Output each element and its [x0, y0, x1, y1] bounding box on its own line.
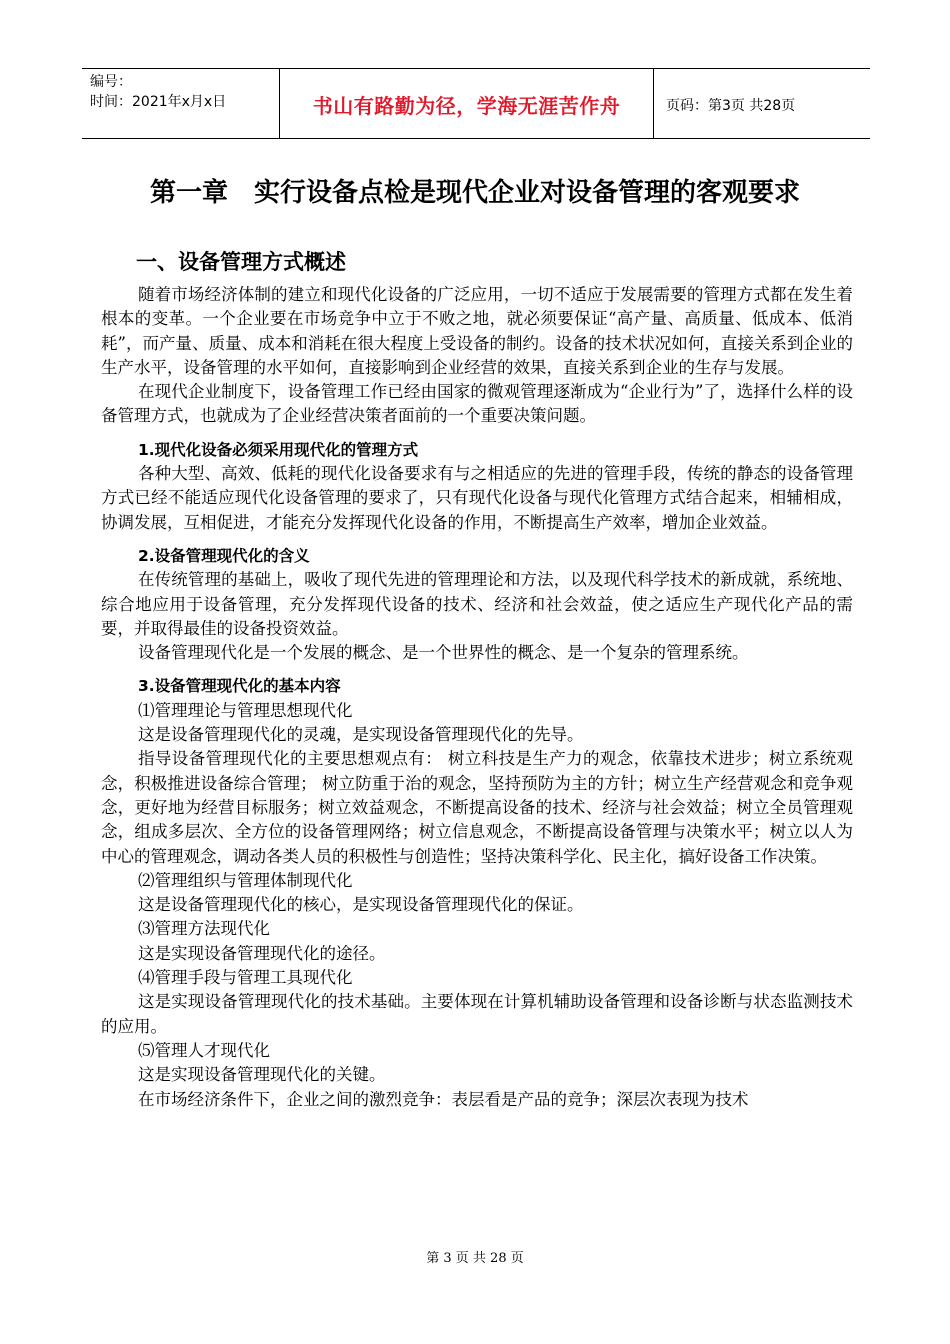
time-label: 时间：2021年x月x日 — [90, 94, 227, 110]
list-item-heading: ⑶管理方法现代化 — [138, 919, 270, 939]
motto-text: 书山有路勤为径，学海无涯苦作舟 — [312, 94, 621, 118]
paragraph: 在现代企业制度下，设备管理工作已经由国家的微观管理逐渐成为“企业行为”了，选择什么样的设备管理方式，也就成为了企业经营决策者面前的一个重要决策问题。 — [101, 382, 853, 426]
list-item-desc: 这是实现设备管理现代化的技术基础。主要体现在计算机辅助设备管理和设备诊断与状态监测技术的应用。 — [101, 992, 853, 1036]
list-item-heading: ⑸管理人才现代化 — [138, 1040, 270, 1060]
list-item-heading: ⑴管理理论与管理思想现代化 — [138, 700, 353, 720]
page-footer: 第 3 页 共 28 页 — [426, 1251, 524, 1266]
subsection-title: 2.设备管理现代化的含义 — [138, 546, 310, 565]
header-motto — [280, 69, 654, 138]
paragraph: 各种大型、高效、低耗的现代化设备要求有与之相适应的先进的管理手段，传统的静态的设备管理方式已经不能适应现代化设备管理的要求了，只有现代化设备与现代化管理方式结合起来，相辅相成，协调发展，互相促进，才能充分发挥现代化设备的作用，不断提高生产效率，增加企业效益。 — [101, 464, 853, 532]
subsection-title: 3.设备管理现代化的基本内容 — [138, 677, 341, 696]
list-item-desc: 这是设备管理现代化的灵魂，是实现设备管理现代化的先导。 — [138, 725, 584, 745]
paragraph: 设备管理现代化是一个发展的概念、是一个世界性的概念、是一个复杂的管理系统。 — [138, 643, 749, 663]
number-label: 编号： — [90, 74, 132, 90]
list-item-desc: 这是实现设备管理现代化的途径。 — [138, 943, 386, 963]
list-item-heading: ⑷管理手段与管理工具现代化 — [138, 968, 353, 988]
subsection-title: 1.现代化设备必须采用现代化的管理方式 — [138, 440, 419, 459]
header-meta — [82, 69, 280, 138]
chapter-title: 第一章 实行设备点检是现代企业对设备管理的客观要求 — [149, 178, 800, 208]
list-item-heading: ⑵管理组织与管理体制现代化 — [138, 870, 353, 890]
paragraph: 在市场经济条件下，企业之间的激烈竞争：表层看是产品的竞争；深层次表现为技术 — [138, 1089, 749, 1109]
paragraph: 随着市场经济体制的建立和现代化设备的广泛应用，一切不适应于发展需要的管理方式都在发生着根本的变革。一个企业要在市场竞争中立于不败之地，就必须要保证“高产量、高质量、低成本、低消耗”，而产量、质量、成本和消耗在很大程度上受设备的制约。设备的技术状况如何，直接关系到企业的生产水平，设备管理的水平如何，直接影响到企业经营的效果，直接关系到企业的生存与发展。 — [101, 285, 853, 377]
header-table — [82, 68, 870, 139]
document-body — [101, 283, 853, 1112]
header-page-info — [654, 69, 870, 138]
section-title: 一、设备管理方式概述 — [136, 250, 346, 274]
paragraph: 在传统管理的基础上，吸收了现代先进的管理理论和方法，以及现代科学技术的新成就，系统地、综合地应用于设备管理，充分发挥现代设备的技术、经济和社会效益，使之适应生产现代化产品的需要，并取得最佳的设备投资效益。 — [101, 570, 853, 638]
list-item-desc: 这是实现设备管理现代化的关键。 — [138, 1065, 386, 1085]
page-info-text: 页码：第3页 共28页 — [666, 97, 796, 114]
list-item-desc: 这是设备管理现代化的核心，是实现设备管理现代化的保证。 — [138, 895, 584, 915]
paragraph: 指导设备管理现代化的主要思想观点有： 树立科技是生产力的观念，依靠技术进步；树立系统观念，积极推进设备综合管理； 树立防重于治的观念，坚持预防为主的方针；树立生产经营观念和竞争观念，更好地为经营目标服务；树立效益观念，不断提高设备的技术、经济与社会效益；树立全员管理观念，组成多层次、全方位的设备管理网络；树立信息观念，不断提高设备管理与决策水平；树立以人为中心的管理观念，调动各类人员的积极性与创造性；坚持决策科学化、民主化，搞好设备工作决策。 — [101, 749, 853, 866]
